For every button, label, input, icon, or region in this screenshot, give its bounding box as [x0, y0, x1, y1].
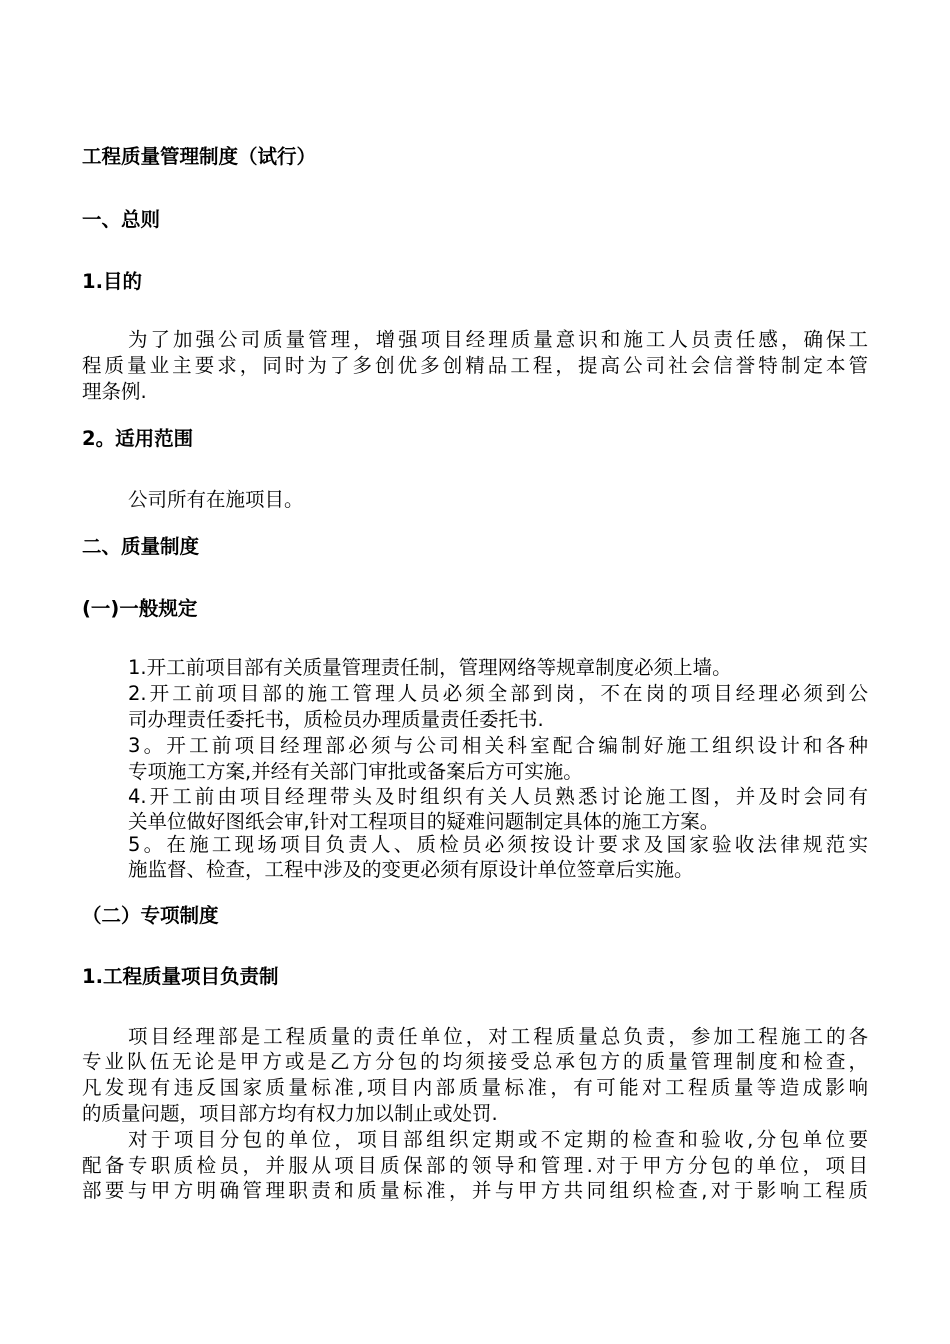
scope-text: 公司所有在施项目。	[128, 489, 304, 511]
subheading-special-rules: （二）专项制度	[82, 905, 219, 927]
section-heading-general-provisions: 一、总则	[82, 209, 161, 231]
general-rule-line-2: 2.开工前项目部的施工管理人员必须全部到岗，不在岗的项目经理必须到公	[128, 683, 868, 705]
general-rule-line-1: 1.开工前项目部有关质量管理责任制，管理网络等规章制度必须上墙。	[128, 657, 732, 679]
purpose-line-2: 程质量业主要求，同时为了多创优多创精品工程，提高公司社会信誉特制定本管	[82, 355, 868, 377]
subheading-general-rules: (一)一般规定	[82, 598, 198, 620]
subheading-scope: 2。适用范围	[82, 428, 194, 450]
section-heading-quality-system: 二、质量制度	[82, 536, 200, 558]
general-rule-line-5: 专项施工方案,并经有关部门审批或备案后方可实施。	[128, 761, 583, 783]
responsibility-para2-line-1: 对于项目分包的单位，项目部组织定期或不定期的检查和验收,分包单位要	[128, 1129, 868, 1151]
responsibility-para2-line-2: 配备专职质检员，并服从项目质保部的领导和管理.对于甲方分包的单位，项目	[82, 1155, 868, 1177]
general-rule-line-3: 司办理责任委托书，质检员办理质量责任委托书.	[128, 709, 544, 731]
responsibility-para1-line-4: 的质量问题，项目部方均有权力加以制止或处罚.	[82, 1103, 498, 1125]
responsibility-para2-line-3: 部要与甲方明确管理职责和质量标准，并与甲方共同组织检查,对于影响工程质	[82, 1180, 868, 1202]
purpose-line-1: 为了加强公司质量管理，增强项目经理质量意识和施工人员责任感，确保工	[128, 329, 868, 351]
responsibility-para1-line-3: 凡发现有违反国家质量标准,项目内部质量标准，有可能对工程质量等造成影响	[82, 1077, 868, 1099]
document-title: 工程质量管理制度（试行）	[82, 146, 317, 168]
purpose-line-3: 理条例.	[82, 381, 147, 403]
subheading-purpose: 1.目的	[82, 271, 142, 293]
responsibility-para1-line-2: 专业队伍无论是甲方或是乙方分包的均须接受总承包方的质量管理制度和检查，	[82, 1051, 868, 1073]
general-rule-line-6: 4.开工前由项目经理带头及时组织有关人员熟悉讨论施工图，并及时会同有	[128, 786, 868, 808]
general-rule-line-7: 关单位做好图纸会审,针对工程项目的疑难问题制定具体的施工方案。	[128, 811, 720, 833]
general-rule-line-9: 施监督、检查，工程中涉及的变更必须有原设计单位签章后实施。	[128, 859, 694, 881]
general-rule-line-8: 5。在施工现场项目负责人、质检员必须按设计要求及国家验收法律规范实	[128, 834, 868, 856]
subheading-project-responsibility: 1.工程质量项目负责制	[82, 966, 279, 988]
general-rule-line-4: 3。开工前项目经理部必须与公司相关科室配合编制好施工组织设计和各种	[128, 735, 868, 757]
responsibility-para1-line-1: 项目经理部是工程质量的责任单位，对工程质量总负责，参加工程施工的各	[128, 1026, 868, 1048]
